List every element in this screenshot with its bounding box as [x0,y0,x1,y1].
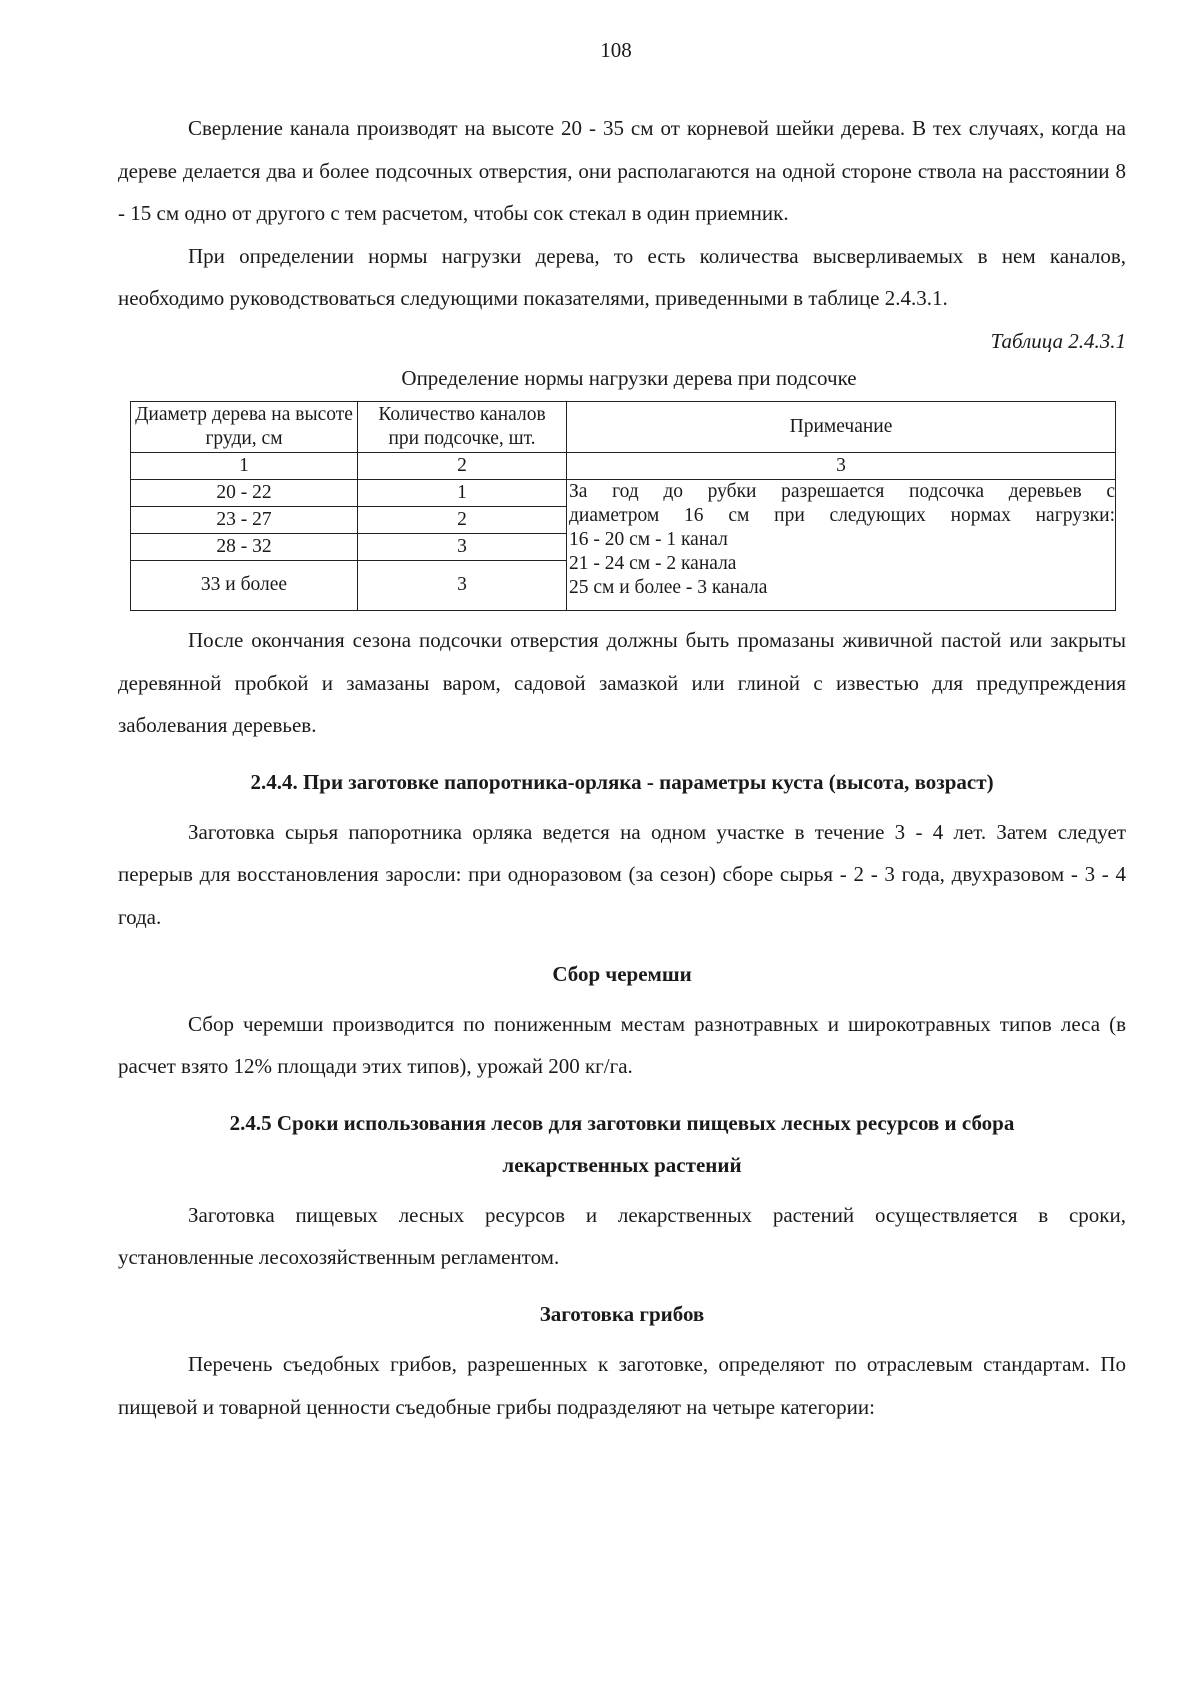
table-column-number: 1 [131,452,358,479]
note-line: 16 - 20 см - 1 канал [569,528,728,550]
section-heading-245-line1: 2.4.5 Сроки использования лесов для заготовки пищевых лесных ресурсов и сбора [229,1110,1015,1135]
section-heading-245-line2: лекарственных растений [502,1152,742,1177]
table-cell-diameter: 33 и более [131,560,358,610]
table-header-cell: Количество каналов при подсочке, шт. [358,401,567,452]
paragraph-cheremsha: Сбор черемши производится по пониженным местам разнотравных и широкотравных типов леса (в расчет взято 12% площади этих типов), урожай 200 кг/га. [118,1011,1126,1079]
table-header-cell: Диаметр дерева на высоте груди, см [131,401,358,452]
paragraph-drilling: Сверление канала производят на высоте 20 - 35 см от корневой шейки дерева. В тех случаях, когда на дереве делается два и более подсочных отверстия, они располагаются на одной стороне ствола на расстоянии 8 - 15 см одно от другого с тем расчетом, чтобы сок стекал в один приемник. [118,116,1126,226]
table-cell-channels: 1 [358,479,567,506]
table-cell-diameter: 28 - 32 [131,533,358,560]
table-header-row [131,401,1116,452]
table-cell-diameter: 20 - 22 [131,479,358,506]
note-line: диаметром 16 см при следующих нормах нагрузки: [569,504,1115,526]
table-cell-channels: 3 [358,533,567,560]
table-row [131,479,1116,506]
section-heading-cheremsha: Сбор черемши [552,961,692,986]
section-heading-244: 2.4.4. При заготовке папоротника-орляка - параметры куста (высота, возраст) [250,769,994,794]
load-norm-table [130,401,1116,611]
note-line: За год до рубки разрешается подсочка деревьев с [569,480,1115,502]
page-content [118,107,1126,1428]
note-line: 21 - 24 см - 2 канала [569,552,737,574]
table-column-number: 2 [358,452,567,479]
table-cell-channels: 2 [358,506,567,533]
page-number: 108 [600,38,632,62]
table-header-cell: Примечание [567,401,1116,452]
paragraph-bracken: Заготовка сырья папоротника орляка ведется на одном участке в течение 3 - 4 лет. Затем следует перерыв для восстановления заросли: при одноразовом (за сезон) сборе сырья - 2 - 3 года, двухразовом - 3 - 4 года. [118,819,1126,929]
paragraph-mushrooms: Перечень съедобных грибов, разрешенных к заготовке, определяют по отраслевым стандартам. По пищевой и товарной ценности съедобные грибы подразделяют на четыре категории: [118,1351,1126,1419]
table-title: Определение нормы нагрузки дерева при подсочке [401,365,857,390]
table-label: Таблица 2.4.3.1 [990,328,1126,353]
table-cell-note [567,479,1116,610]
paragraph-harvest-terms: Заготовка пищевых лесных ресурсов и лекарственных растений осуществляется в сроки, установленные лесохозяйственным регламентом. [118,1202,1126,1270]
table-column-numbers-row [131,452,1116,479]
table-column-number: 3 [567,452,1116,479]
table-cell-diameter: 23 - 27 [131,506,358,533]
section-heading-griby: Заготовка грибов [539,1301,705,1326]
table-cell-channels: 3 [358,560,567,610]
note-line: 25 см и более - 3 канала [569,576,768,598]
paragraph-after-season: После окончания сезона подсочки отверстия должны быть промазаны живичной пастой или закрыты деревянной пробкой и замазаны варом, садовой замазкой или глиной с известью для предупреждения заболевания деревьев. [118,627,1126,738]
paragraph-load-norm: При определении нормы нагрузки дерева, то есть количества высверливаемых в нем каналов, необходимо руководствоваться следующими показателями, приведенными в таблице 2.4.3.1. [118,243,1126,311]
